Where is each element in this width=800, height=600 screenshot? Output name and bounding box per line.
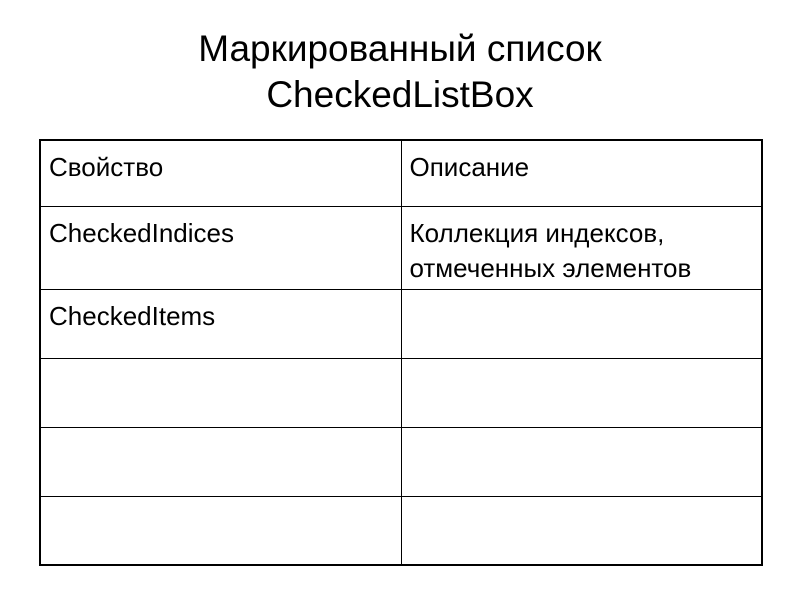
- table-cell-property: [40, 427, 401, 496]
- table-cell-description: [401, 427, 762, 496]
- table-cell-description: Коллекция индексов, отмеченных элементов: [401, 206, 762, 289]
- slide-title-line-2: CheckedListBox: [266, 74, 534, 115]
- properties-table: [39, 139, 763, 566]
- table-cell-description: [401, 358, 762, 427]
- table-cell-property: CheckedIndices: [40, 206, 401, 289]
- table-row: [40, 358, 762, 427]
- table-cell-property: [40, 358, 401, 427]
- header-cell-description: Описание: [401, 140, 762, 206]
- header-cell-property: Свойство: [40, 140, 401, 206]
- table-row: [40, 427, 762, 496]
- slide-title-line-1: Маркированный список: [198, 28, 602, 69]
- table-cell-description: [401, 496, 762, 565]
- table-row: [40, 289, 762, 358]
- table-row: [40, 206, 762, 289]
- table-cell-property: [40, 496, 401, 565]
- slide-title: [0, 26, 800, 118]
- table-cell-description: [401, 289, 762, 358]
- table-row: [40, 496, 762, 565]
- table-cell-property: CheckedItems: [40, 289, 401, 358]
- table-header-row: [40, 140, 762, 206]
